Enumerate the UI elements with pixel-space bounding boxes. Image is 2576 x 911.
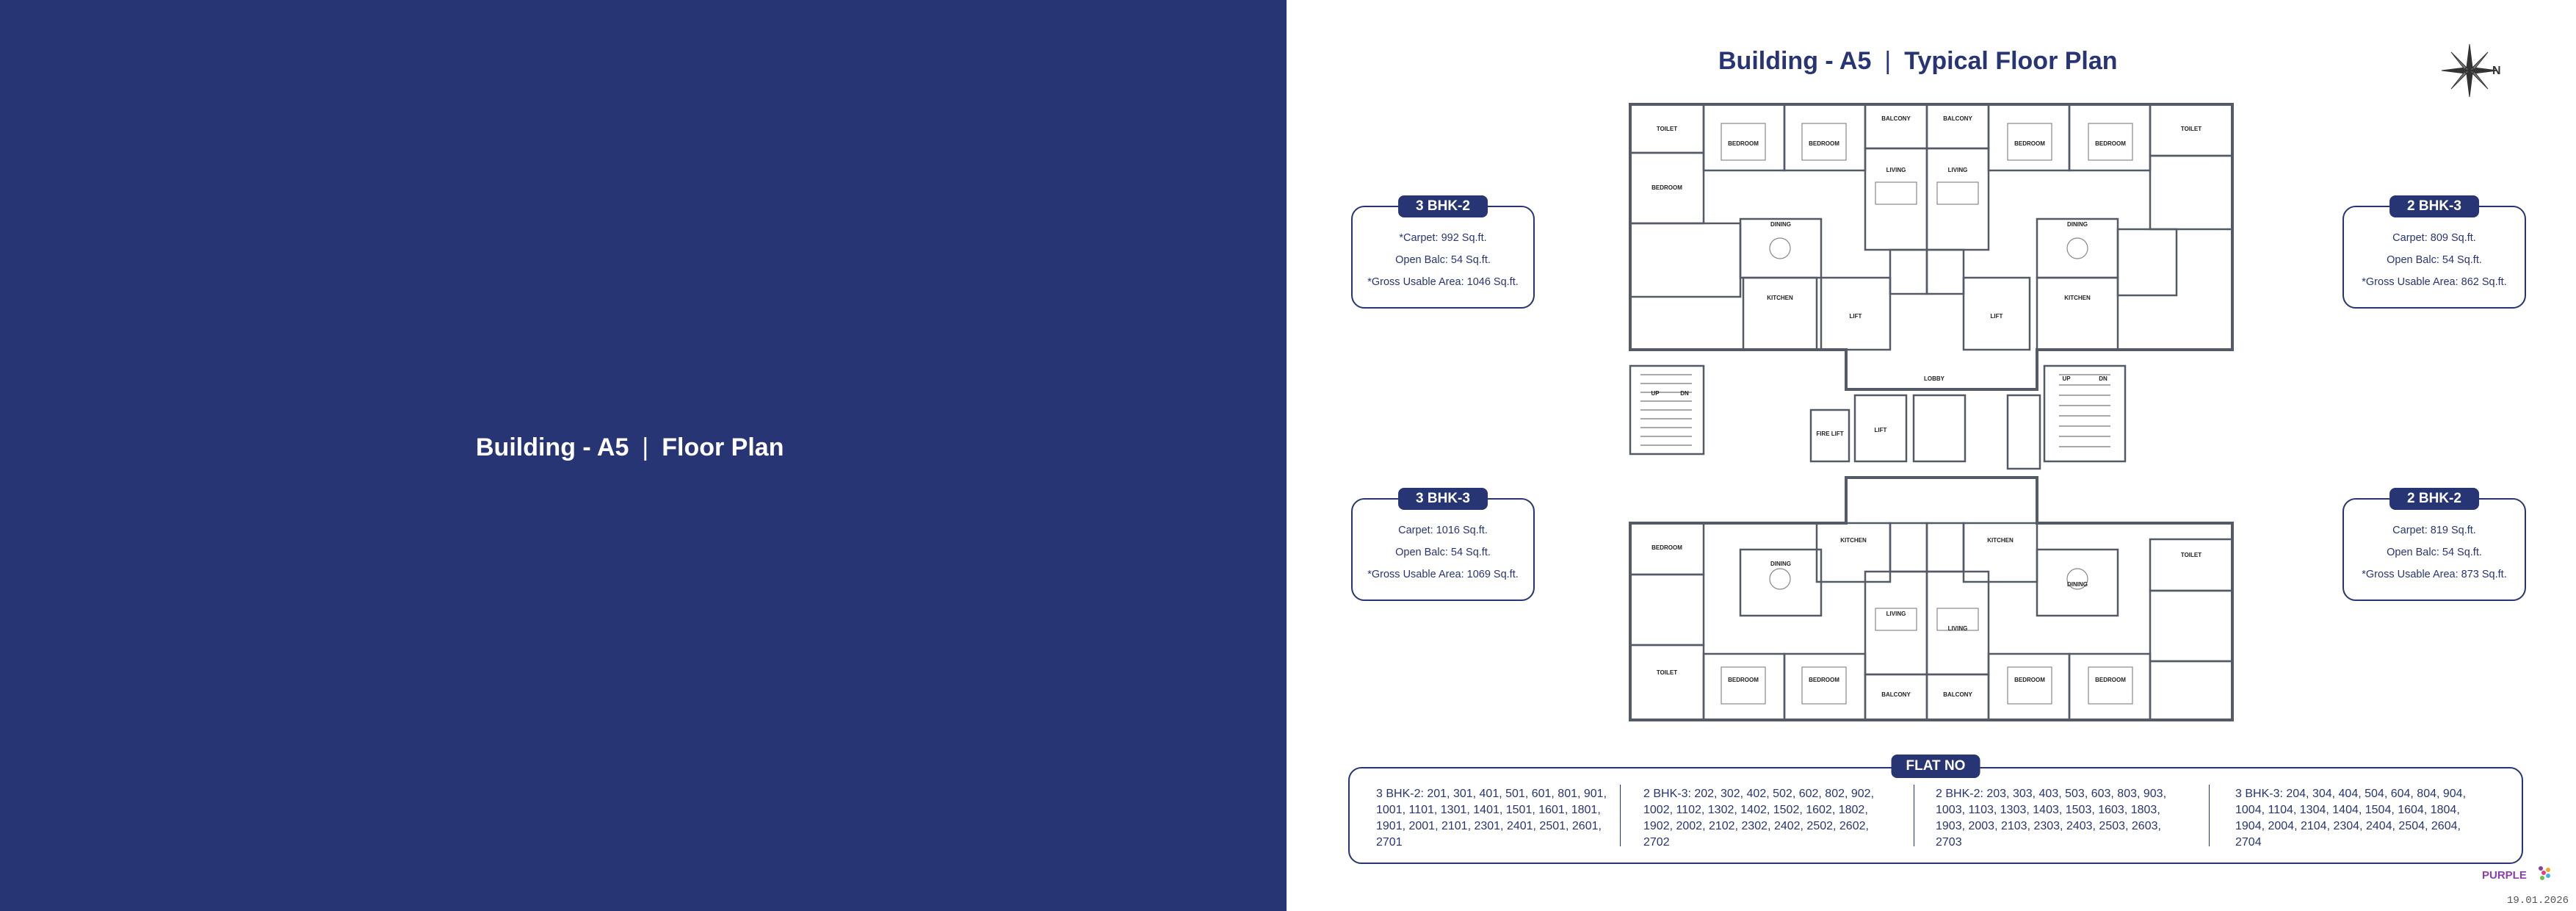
plan-label-bedroom: BEDROOM [1651, 544, 1682, 551]
plan-label-kitchen: KITCHEN [1987, 537, 2014, 544]
plan-label-bedroom: BEDROOM [2014, 677, 2045, 683]
plan-label-dining: DINING [1770, 221, 1791, 228]
unit-gross: *Gross Usable Area: 873 Sq.ft. [2362, 569, 2507, 580]
cover-title-building: Building - A5 [476, 433, 629, 461]
plan-label-balcony: BALCONY [1943, 115, 1972, 122]
flat-list-2bhk-3: 2 BHK-3: 202, 302, 402, 502, 602, 802, 902, 1002, 1102, 1302, 1402, 1502, 1602, 1802, 1902, 2002, 2102, 2302, 2402, 2502, 2602, 2702 [1643, 788, 1875, 849]
plan-label-living: LIVING [1886, 611, 1906, 617]
revision-date: 19.01.2026 [2507, 895, 2569, 907]
logo-text: PURPLE [2482, 869, 2527, 882]
plan-label-lift: LIFT [1990, 313, 2003, 320]
unit-badge: 2 BHK-2 [2389, 488, 2479, 510]
page-title-separator: | [1884, 47, 1892, 75]
plan-label-up: UP [1651, 390, 1660, 397]
plan-upper-outline [1630, 104, 2232, 389]
plan-label-lift: LIFT [1874, 427, 1887, 433]
plan-label-bedroom: BEDROOM [1728, 677, 1759, 683]
flat-divider [2209, 785, 2210, 846]
plan-label-balcony: BALCONY [1881, 115, 1911, 122]
compass-rose-icon [2436, 41, 2503, 100]
page-title [1718, 47, 2118, 76]
plan-lower-outline [1630, 478, 2232, 720]
plan-label-bedroom: BEDROOM [2014, 140, 2045, 147]
unit-carpet: *Carpet: 992 Sq.ft. [1399, 232, 1487, 244]
plan-label-kitchen: KITCHEN [1767, 295, 1793, 301]
unit-card-2bhk-3 [2342, 198, 2526, 309]
plan-label-living: LIVING [1886, 167, 1906, 173]
page-title-plan: Typical Floor Plan [1904, 47, 2118, 75]
flat-list-3bhk-2: 3 BHK-2: 201, 301, 401, 501, 601, 801, 901, 1001, 1101, 1301, 1401, 1501, 1601, 1801, 1901, 2001, 2101, 2301, 2401, 2501, 2601, 2701 [1376, 788, 1607, 849]
plan-label-balcony: BALCONY [1881, 691, 1911, 698]
compass-north-label: N [2492, 65, 2501, 77]
plan-label-dn: DN [1680, 390, 1689, 397]
unit-balcony: Open Balc: 54 Sq.ft. [2387, 254, 2482, 266]
plan-label-dining: DINING [2067, 221, 2088, 228]
unit-badge: 3 BHK-3 [1398, 488, 1488, 510]
plan-label-toilet: TOILET [2180, 552, 2202, 558]
unit-card-3bhk-3 [1351, 491, 1535, 601]
page-title-building: Building - A5 [1718, 47, 1872, 75]
plan-label-living: LIVING [1947, 625, 1968, 632]
plan-label-dn: DN [2099, 375, 2108, 382]
plan-label-kitchen: KITCHEN [1840, 537, 1867, 544]
cover-title-separator: | [642, 433, 649, 461]
flat-number-box [1348, 758, 2523, 864]
plan-label-living: LIVING [1947, 167, 1968, 173]
plan-label-bedroom: BEDROOM [2095, 140, 2126, 147]
plan-label-toilet: TOILET [2180, 126, 2202, 132]
plan-label-bedroom: BEDROOM [1809, 677, 1839, 683]
cover-title-plan: Floor Plan [662, 433, 784, 461]
plan-label-lobby: LOBBY [1924, 375, 1944, 382]
developer-logo-icon [2481, 863, 2557, 887]
plan-label-bedroom: BEDROOM [1728, 140, 1759, 147]
plan-label-fire-lift: FIRE LIFT [1816, 431, 1844, 437]
left-cover-panel [0, 0, 1287, 911]
unit-carpet: Carpet: 809 Sq.ft. [2392, 232, 2476, 244]
plan-label-up: UP [2062, 375, 2071, 382]
plan-label-lift: LIFT [1849, 313, 1862, 320]
plan-label-dining: DINING [1770, 561, 1791, 567]
unit-gross: *Gross Usable Area: 862 Sq.ft. [2362, 276, 2507, 288]
floor-plan-drawing [1626, 101, 2237, 723]
cover-title [476, 433, 858, 462]
unit-carpet: Carpet: 1016 Sq.ft. [1398, 525, 1488, 536]
unit-balcony: Open Balc: 54 Sq.ft. [1395, 254, 1491, 266]
plan-label-kitchen: KITCHEN [2064, 295, 2091, 301]
flat-number-badge: FLAT NO [1892, 755, 1980, 778]
unit-card-3bhk-2 [1351, 198, 1535, 309]
unit-carpet: Carpet: 819 Sq.ft. [2392, 525, 2476, 536]
unit-balcony: Open Balc: 54 Sq.ft. [2387, 547, 2482, 558]
unit-balcony: Open Balc: 54 Sq.ft. [1395, 547, 1491, 558]
flat-list-2bhk-2: 2 BHK-2: 203, 303, 403, 503, 603, 803, 903, 1003, 1103, 1303, 1403, 1503, 1603, 1803, 1903, 2003, 2103, 2303, 2403, 2503, 2603, 2703 [1936, 788, 2167, 849]
unit-badge: 2 BHK-3 [2389, 195, 2479, 217]
plan-label-bedroom: BEDROOM [1809, 140, 1839, 147]
unit-gross: *Gross Usable Area: 1069 Sq.ft. [1367, 569, 1519, 580]
unit-gross: *Gross Usable Area: 1046 Sq.ft. [1367, 276, 1519, 288]
flat-divider [1620, 785, 1621, 846]
unit-card-2bhk-2 [2342, 491, 2526, 601]
plan-label-bedroom: BEDROOM [2095, 677, 2126, 683]
plan-label-toilet: TOILET [1656, 126, 1678, 132]
plan-label-dining: DINING [2067, 581, 2088, 588]
unit-badge: 3 BHK-2 [1398, 195, 1488, 217]
plan-label-bedroom: BEDROOM [1651, 184, 1682, 191]
flat-list-3bhk-3: 3 BHK-3: 204, 304, 404, 504, 604, 804, 904, 1004, 1104, 1304, 1404, 1504, 1604, 1804, 1904, 2004, 2104, 2304, 2404, 2504, 2604, 2704 [2235, 788, 2467, 849]
plan-label-toilet: TOILET [1656, 669, 1678, 676]
plan-label-balcony: BALCONY [1943, 691, 1972, 698]
